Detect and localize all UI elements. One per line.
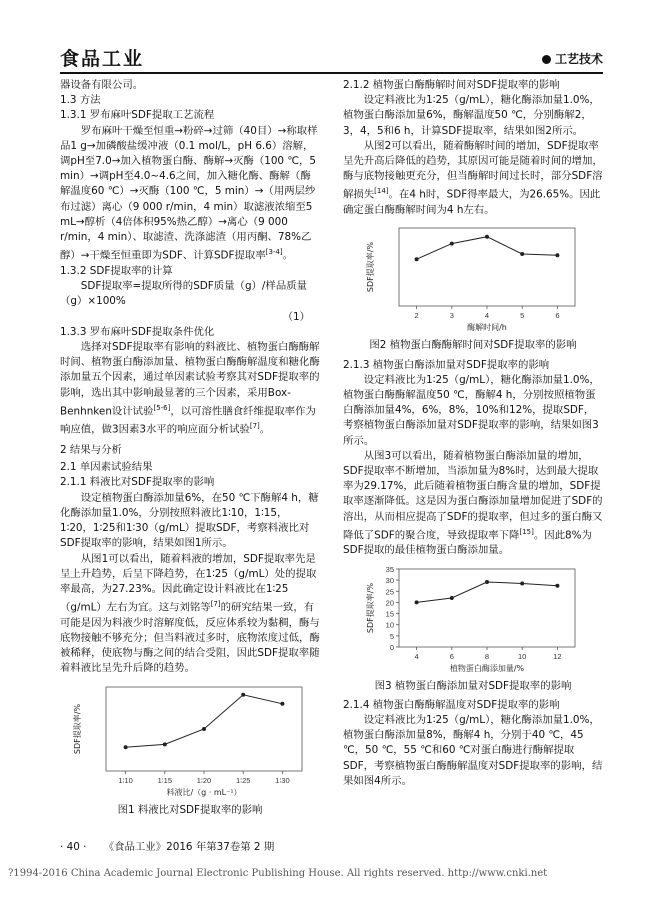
chart-1: [70, 681, 310, 799]
chart-2: [363, 222, 583, 334]
y-tick-label: 0: [389, 642, 394, 652]
left-column: [60, 78, 320, 822]
y-tick-label: 15: [385, 609, 394, 619]
data-point: [124, 745, 128, 749]
paragraph: [60, 552, 320, 677]
heading: 1.3 方法: [60, 94, 101, 107]
page-footer: [60, 838, 360, 853]
y-tick-label: 20: [385, 598, 394, 608]
citation: [3-4]: [265, 248, 283, 257]
text: 。在4 h时，SDF得率最大，为26.65%。因此确定蛋白酶酶解时间为4 h左右。: [343, 188, 601, 217]
data-point: [520, 581, 524, 585]
x-tick-label: 1∶30: [275, 775, 290, 785]
bullet-icon: [542, 55, 551, 64]
section-label: [542, 50, 603, 67]
figure-2: [343, 222, 603, 334]
text: 从图2可以看出，随着酶解时间的增加，SDF提取率呈先升高后降低的趋势，其原因可能是随着时间的增加，酶与底物接触更充分，但当酶解时间过长时，部分SDF溶解损失: [343, 139, 603, 201]
text: 罗布麻叶干燥至恒重→粉碎→过筛（40目）→称取样品1 g→加磷酸盐缓冲液（0.1 mol/L，pH 6.6）溶解，调pH至7.0→加入植物蛋白酶、酶解→灭酶（100 ℃，5 min）→调pH至4.0~4.6之间，加入糖化酶、酶解（酶解温度60 ℃）→灭酶（100 ℃，5 min）→（用两层纱布过滤）离心（9 000 r/min，4 min）取滤液浓缩至5 mL→醇析（4倍体积95%热乙醇）→离心（9 000 r/min，4 min）、取滤渣、洗涤滤渣（用丙酮、78%乙醇）→干燥至恒重即为SDF、计算SDF提取率: [60, 124, 318, 262]
data-point: [485, 235, 489, 239]
data-point: [202, 727, 206, 731]
citation: [14]: [374, 187, 389, 196]
y-axis-label: SDF提取率/%: [73, 703, 82, 754]
data-point: [555, 254, 559, 258]
figure-3: [343, 563, 603, 675]
x-axis-label: 料液比/（g · mL⁻¹）: [166, 787, 242, 797]
x-tick-label: 4: [414, 651, 419, 661]
equation: SDF提取率=提取所得的SDF质量（g）/样品质量（g）×100%: [60, 280, 307, 308]
x-tick-label: 12: [553, 651, 562, 661]
x-axis-label: 植物蛋白酶添加量/%: [449, 663, 525, 673]
series-line: [126, 694, 283, 746]
paragraph: 器设备有限公司。: [60, 79, 144, 91]
x-tick-label: 6: [555, 311, 560, 321]
copyright-notice: ?1994-2016 China Academic Journal Electronic Publishing House. All rights reserved. http://www.cnki.net: [8, 868, 548, 879]
figure-caption: 图2 植物蛋白酶酶解时间对SDF提取率的影响: [369, 339, 577, 352]
y-tick-label: 30: [385, 575, 394, 585]
x-tick-label: 6: [449, 651, 454, 661]
citation: [7]: [249, 422, 260, 431]
paragraph: 设定料液比为1∶25（g/mL），糖化酶添加量1.0%，植物蛋白酶添加量6%，酶解温度50 ℃，分别酶解2，3，4，5和6 h，计算SDF提取率，结果如图2所示。: [343, 94, 600, 137]
data-point: [415, 257, 419, 261]
paragraph: [343, 449, 603, 559]
equation-number: （1）: [282, 310, 310, 323]
text: ，以可溶性膳食纤维提取率作为响应值，做3因素3水平的响应面分析试验: [60, 405, 316, 436]
figure-caption: 图1 料液比对SDF提取率的影响: [117, 803, 263, 816]
data-point: [280, 701, 284, 705]
chart-3: [363, 563, 583, 675]
header-rule: [60, 72, 603, 74]
y-tick-label: 25: [385, 586, 394, 596]
data-point: [450, 596, 454, 600]
x-tick-label: 2: [414, 311, 419, 321]
x-tick-label: 5: [520, 311, 525, 321]
x-tick-label: 8: [484, 651, 490, 661]
data-point: [485, 580, 489, 584]
y-axis-label: SDF提取率/%: [366, 242, 375, 293]
x-tick-label: 3: [449, 311, 454, 321]
data-point: [241, 692, 245, 696]
text: 从图1可以看出，随着料液的增加，SDF提取率先是呈上升趋势，后呈下降趋势，在1∶25（g/mL）处的提取率最高，为27.23%。因此确定设计料液比在1∶25（g/mL）左右为宜。这与刘铭等: [60, 552, 317, 614]
right-column: [343, 78, 603, 789]
heading: 1.3.2 SDF提取率的计算: [60, 264, 173, 277]
data-point: [415, 600, 419, 604]
series-line: [417, 582, 558, 602]
journal-issue: 《食品工业》2016 年第37卷第 2 期: [103, 841, 275, 853]
page-header: [60, 44, 603, 72]
text: 。: [259, 423, 271, 436]
x-tick-label: 1∶20: [196, 775, 212, 785]
x-tick-label: 10: [518, 651, 527, 661]
text: 的研究结果一致，有可能是因为料液少时溶解度低，反应体系较为黏稠，酶与底物接触不够充分；但当料液过多时，底物浓度过低，酶被稀释，使底物与酶之间的结合受阻，因此SDF提取率随着料液比呈先升后降的趋势。: [60, 601, 320, 675]
citation: [5-6]: [153, 403, 171, 412]
y-tick-label: 35: [385, 564, 394, 574]
citation: [7]: [210, 600, 221, 609]
y-tick-label: 10: [385, 620, 394, 630]
citation: [15]: [519, 527, 534, 536]
heading: 2.1.3 植物蛋白酶添加量对SDF提取率的影响: [343, 358, 550, 371]
text: 从图3可以看出，随着植物蛋白酶添加量的增加，SDF提取率不断增加，当添加量为8%时，达到最大提取率为29.17%，此后随着植物蛋白酶含量的增加，SDF提取率逐渐降低。这是因为蛋白酶添加量增加促进了SDF的溶出，从而相应提高了SDF的提取率，但过多的蛋白酶又降低了SDF的聚合度，导致提取率下降: [343, 449, 603, 542]
plot-frame: [399, 228, 575, 306]
heading: 1.3.1 罗布麻叶SDF提取工艺流程: [60, 109, 215, 122]
x-tick-label: 1∶25: [235, 775, 251, 785]
heading: 2.1.2 植物蛋白酶酶解时间对SDF提取率的影响: [343, 79, 560, 91]
page-number: · 40 ·: [60, 841, 87, 853]
paragraph: 设定料液比为1∶25（g/mL），糖化酶添加量1.0%，植物蛋白酶酶解温度50 ℃，酶解4 h，分别按照植物蛋白酶添加量4%，6%，8%，10%和12%，提取SDF，考察植物蛋白酶添加量对SDF提取率的影响，结果如图3所示。: [343, 373, 600, 447]
figure-1: [60, 681, 320, 799]
section-title: 工艺技术: [554, 52, 603, 66]
paragraph: [60, 340, 320, 438]
x-axis-label: 酶解时间/h: [467, 323, 507, 333]
text: 。因此8%为SDF提取的最佳植物蛋白酶添加量。: [343, 529, 592, 557]
data-point: [520, 252, 524, 256]
data-point: [555, 583, 559, 587]
series-line: [417, 237, 558, 259]
text: 选择对SDF提取率有影响的料液比、植物蛋白酶酶解时间、植物蛋白酶添加量、植物蛋白酶酶解温度和糖化酶添加量五个因素，通过单因素试验考察其对SDF提取率的影响，选出其中影响最显著的三个因素，采用Box-Benhnken设计试验: [60, 340, 320, 418]
heading: 2.1.1 料液比对SDF提取率的影响: [60, 476, 215, 489]
heading: 2.1 单因素试验结果: [60, 461, 153, 474]
paragraph: 设定料液比为1∶25（g/mL），糖化酶添加量1.0%，植物蛋白酶添加量8%，酶解4 h，分别于40 ℃，45 ℃，50 ℃，55 ℃和60 ℃对蛋白酶进行酶解提取SDF，考察植物蛋白酶酶解温度对SDF提取率的影响，结果如图4所示。: [343, 714, 603, 787]
paragraph: [343, 139, 603, 218]
journal-logo: 食品工业: [60, 48, 145, 70]
heading: 2.1.4 植物蛋白酶酶解温度对SDF提取率的影响: [343, 698, 560, 711]
x-tick-label: 1∶15: [157, 775, 173, 785]
figure-caption: 图3 植物蛋白酶添加量对SDF提取率的影响: [374, 679, 572, 692]
heading: 1.3.3 罗布麻叶SDF提取条件优化: [60, 325, 215, 338]
data-point: [450, 242, 454, 246]
paragraph: 设定植物蛋白酶添加量6%，在50 ℃下酶解4 h，糖化酶添加量1.0%，分别按照料液比1∶10，1∶15，1∶20，1∶25和1∶30（g/mL）提取SDF，考察料液比对SDF提取率的影响，结果如图1所示。: [60, 491, 319, 550]
x-tick-label: 1∶10: [118, 775, 133, 785]
y-tick-label: 5: [389, 631, 394, 641]
section-heading: 2 结果与分析: [60, 444, 122, 457]
data-point: [163, 742, 167, 746]
paragraph: [60, 124, 320, 264]
text: 。: [282, 249, 294, 262]
x-tick-label: 4: [484, 311, 490, 321]
y-axis-label: SDF提取率/%: [366, 582, 375, 633]
